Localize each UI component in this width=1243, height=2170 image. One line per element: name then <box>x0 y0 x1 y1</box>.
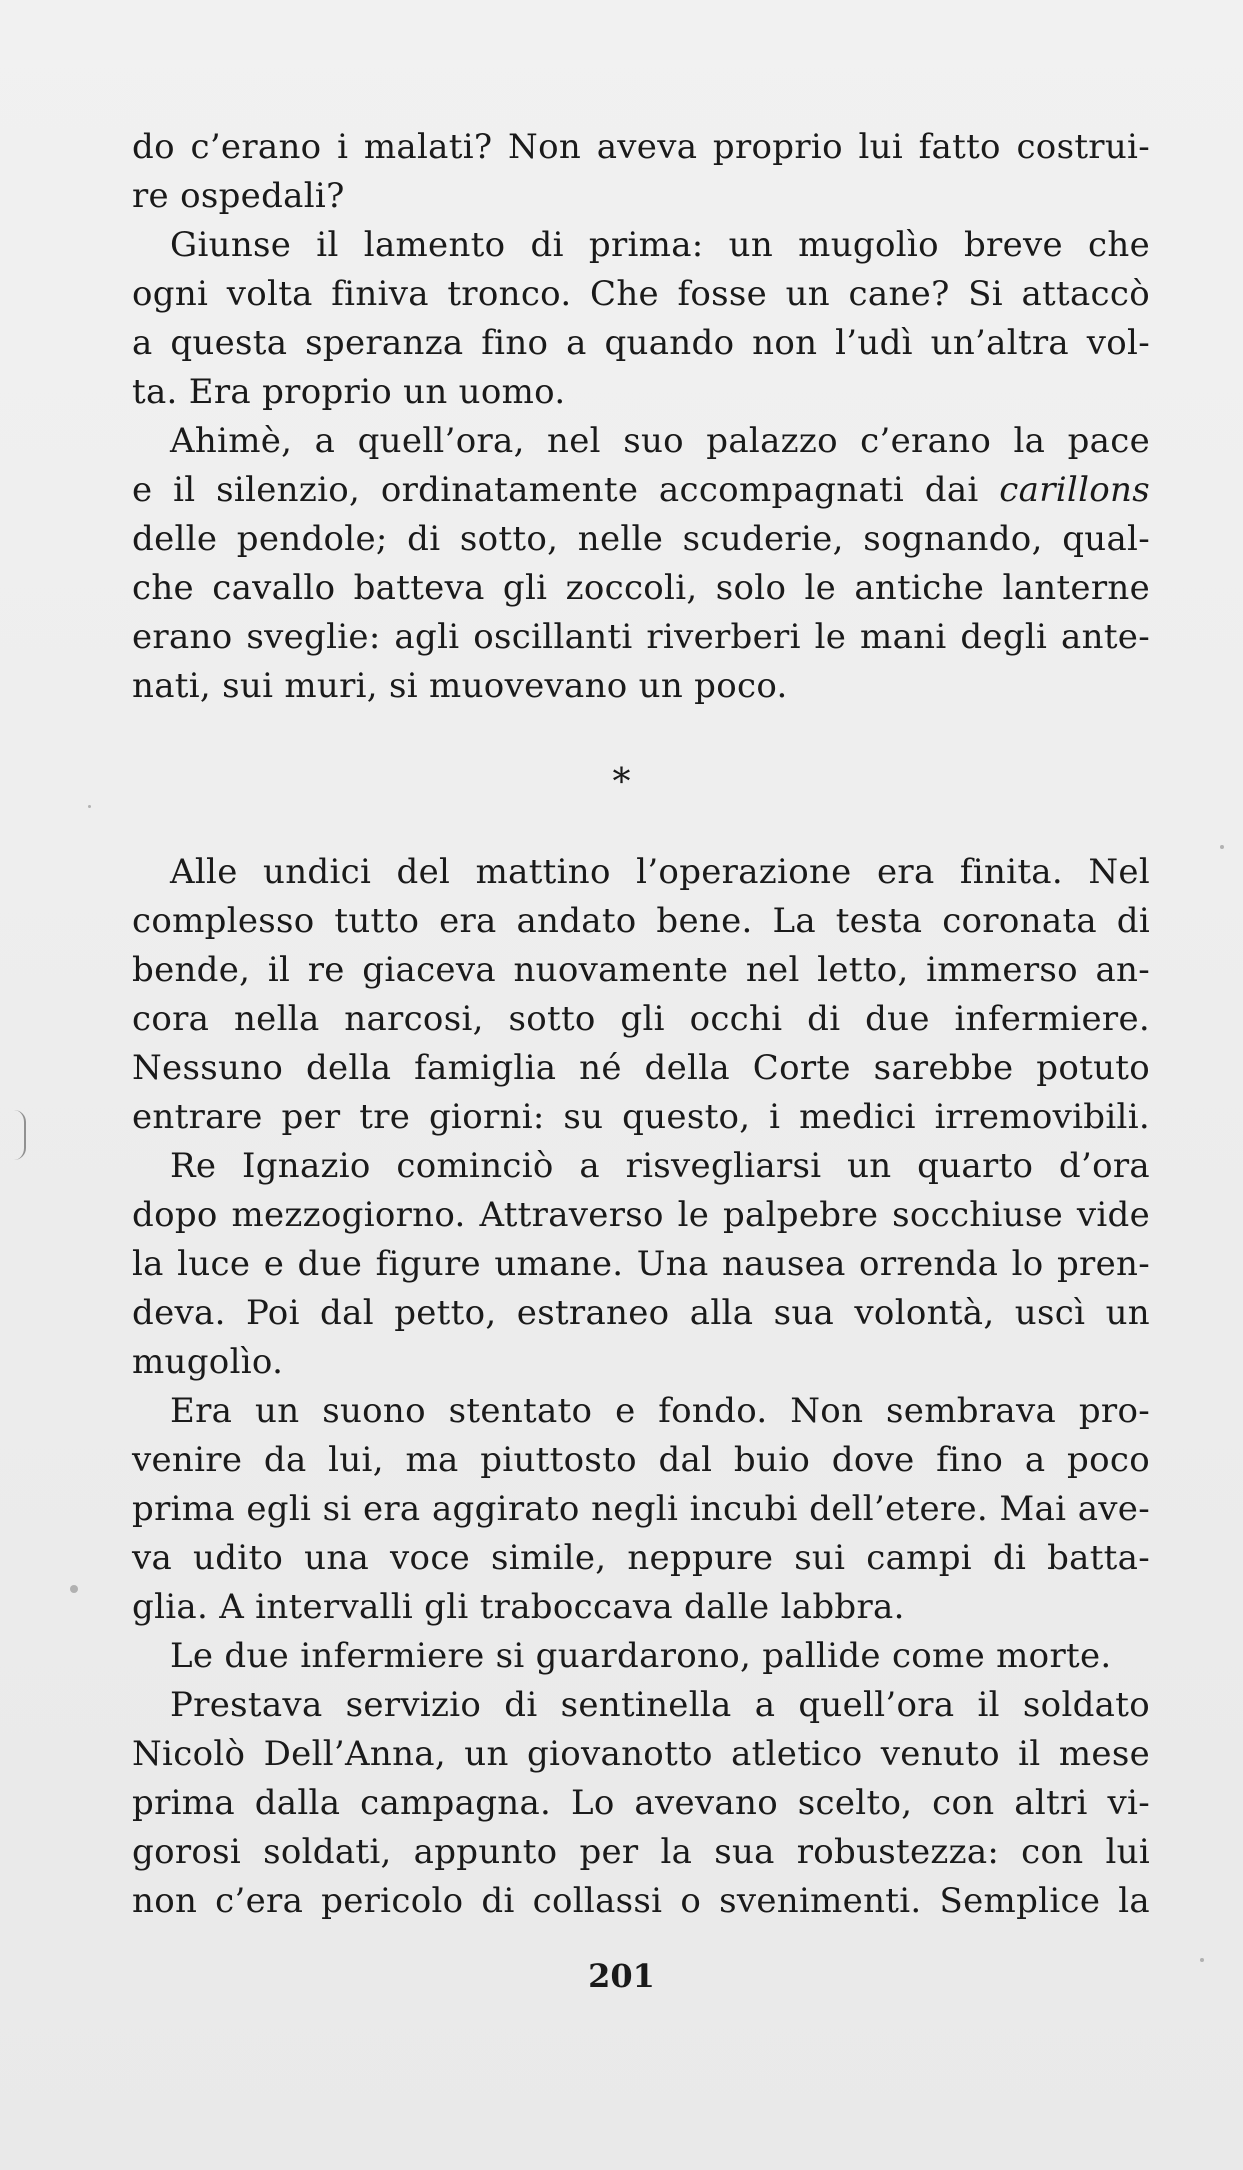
text-line: gorosi soldati, appunto per la sua robustezza: con lui <box>132 1832 1150 1872</box>
text-line: delle pendole; di sotto, nelle scuderie, sognando, qual- <box>132 519 1150 559</box>
text-line: mugolìo. <box>132 1342 284 1382</box>
text-line: che cavallo batteva gli zoccoli, solo le antiche lanterne <box>132 568 1150 608</box>
text-line: Nessuno della famiglia né della Corte sarebbe potuto <box>132 1048 1150 1088</box>
text-line: Prestava servizio di sentinella a quell’ora il soldato <box>170 1685 1150 1725</box>
text-line: ogni volta finiva tronco. Che fosse un cane? Si attaccò <box>132 274 1150 314</box>
text-line: deva. Poi dal petto, estraneo alla sua volontà, uscì un <box>132 1293 1150 1333</box>
text-line: venire da lui, ma piuttosto dal buio dove fino a poco <box>132 1440 1150 1480</box>
text-line: Ahimè, a quell’ora, nel suo palazzo c’erano la pace <box>170 421 1150 461</box>
scan-speck <box>88 805 91 808</box>
text-line: Re Ignazio cominciò a risvegliarsi un quarto d’ora <box>170 1146 1150 1186</box>
text-line: non c’era pericolo di collassi o svenimenti. Semplice la <box>132 1881 1150 1921</box>
text-line: dopo mezzogiorno. Attraverso le palpebre socchiuse vide <box>132 1195 1150 1235</box>
text-block-top <box>132 123 1150 711</box>
text-line: Era un suono stentato e fondo. Non sembrava pro- <box>170 1391 1150 1431</box>
text-line: re ospedali? <box>132 176 345 216</box>
text-line: e il silenzio, ordinatamente accompagnati dai carillons <box>132 470 1150 510</box>
text-block-bottom <box>132 848 1150 1926</box>
text-line: la luce e due figure umane. Una nausea orrenda lo pren- <box>132 1244 1150 1284</box>
text-line: Nicolò Dell’Anna, un giovanotto atletico venuto il mese <box>132 1734 1150 1774</box>
text-line: Giunse il lamento di prima: un mugolìo breve che <box>170 225 1150 265</box>
text-line: bende, il re giaceva nuovamente nel letto, immerso an- <box>132 950 1150 990</box>
scan-speck <box>1220 845 1224 849</box>
page-number: 201 <box>588 1957 655 1995</box>
text-line: entrare per tre giorni: su questo, i medici irremovibili. <box>132 1097 1150 1137</box>
text-line: Le due infermiere si guardarono, pallide come morte. <box>170 1636 1112 1676</box>
text-line: ta. Era proprio un uomo. <box>132 372 566 412</box>
section-break-asterisk: * <box>612 762 631 803</box>
text-line: nati, sui muri, si muovevano un poco. <box>132 666 788 706</box>
text-line: complesso tutto era andato bene. La testa coronata di <box>132 901 1150 941</box>
text-line: a questa speranza fino a quando non l’udì un’altra vol- <box>132 323 1150 363</box>
scan-speck <box>70 1585 78 1593</box>
text-line: do c’erano i malati? Non aveva proprio lui fatto costrui- <box>132 127 1150 167</box>
margin-scan-mark <box>14 1110 26 1160</box>
text-line: prima dalla campagna. Lo avevano scelto, con altri vi- <box>132 1783 1150 1823</box>
text-line: cora nella narcosi, sotto gli occhi di due infermiere. <box>132 999 1150 1039</box>
text-line: erano sveglie: agli oscillanti riverberi le mani degli ante- <box>132 617 1150 657</box>
text-line: va udito una voce simile, neppure sui campi di batta- <box>132 1538 1150 1578</box>
text-line: Alle undici del mattino l’operazione era finita. Nel <box>170 852 1150 892</box>
text-line: glia. A intervalli gli traboccava dalle labbra. <box>132 1587 905 1627</box>
italic-word: carillons <box>999 470 1150 510</box>
scan-speck <box>1200 1958 1204 1962</box>
text-line: prima egli si era aggirato negli incubi dell’etere. Mai ave- <box>132 1489 1150 1529</box>
